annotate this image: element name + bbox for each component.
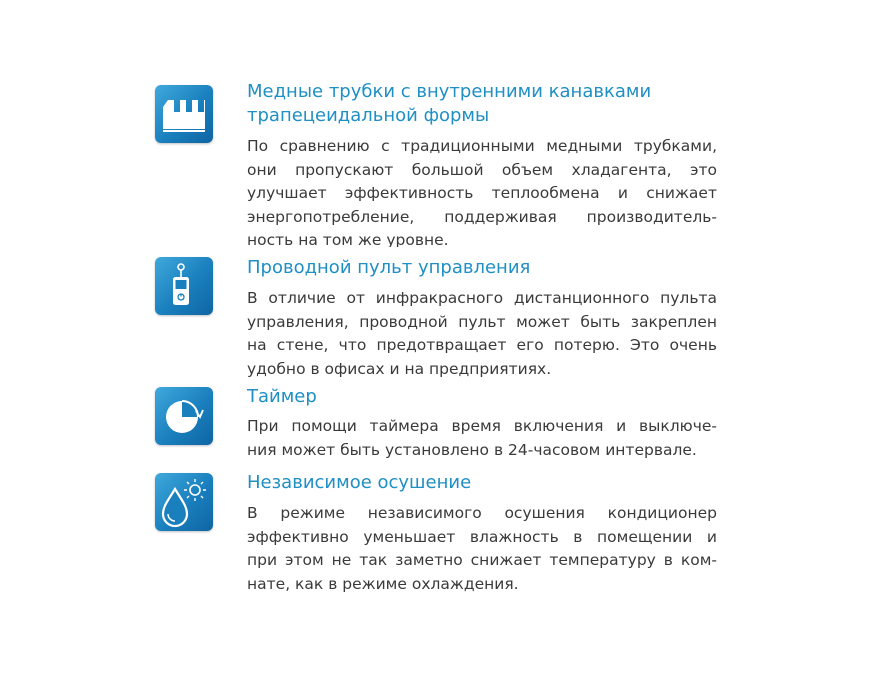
feature-title bbox=[247, 471, 471, 495]
feature-description bbox=[247, 415, 717, 462]
description-line: они пропускают большой объем хладагента, это bbox=[247, 160, 717, 179]
feature-description bbox=[247, 287, 717, 381]
grooved-copper-tube-icon bbox=[155, 85, 213, 143]
water-drop-sun-icon bbox=[155, 473, 213, 531]
description-line: В отличие от инфракрасного дистанционного пульта bbox=[247, 289, 717, 307]
description-line: удобно в офисах и на предприятиях. bbox=[247, 359, 552, 378]
feature-title bbox=[247, 256, 530, 280]
description-line: ность на том же уровне. bbox=[247, 231, 449, 247]
feature-title-line: Таймер bbox=[247, 386, 317, 407]
feature-title-line: Проводной пульт управления bbox=[247, 257, 531, 278]
description-line: эффективно уменьшает влажность в помещении и bbox=[247, 527, 717, 546]
description-line: улучшает эффективность теплообмена и снижает bbox=[247, 184, 717, 202]
timer-clock-icon bbox=[155, 387, 213, 445]
description-line: на стене, что предотвращает его потерю. Это очень bbox=[247, 336, 717, 354]
description-line: при этом не так заметно снижает температуру в ком- bbox=[247, 551, 717, 569]
description-line: По сравнению с традиционными медными трубками, bbox=[247, 137, 717, 155]
wired-remote-control-icon bbox=[155, 257, 213, 315]
feature-title-line: Медные трубки с внутренними канавками bbox=[247, 81, 652, 102]
description-line: При помощи таймера время включения и выключе- bbox=[247, 417, 717, 435]
description-line: ния может быть установлено в 24-часовом интервале. bbox=[247, 440, 697, 459]
feature-title-line: Независимое осушение bbox=[247, 472, 472, 493]
description-line: нате, как в режиме охлаждения. bbox=[247, 574, 519, 593]
description-line: энергопотребление, поддерживая производитель- bbox=[247, 207, 717, 226]
description-line: управления, проводной пульт может быть закреплен bbox=[247, 312, 717, 331]
feature-title bbox=[247, 385, 317, 409]
feature-description bbox=[247, 135, 717, 247]
feature-title-line: трапецеидальной формы bbox=[247, 105, 490, 126]
feature-title bbox=[247, 80, 651, 128]
description-line: В режиме независимого осушения кондиционер bbox=[247, 504, 717, 522]
feature-description bbox=[247, 502, 717, 596]
